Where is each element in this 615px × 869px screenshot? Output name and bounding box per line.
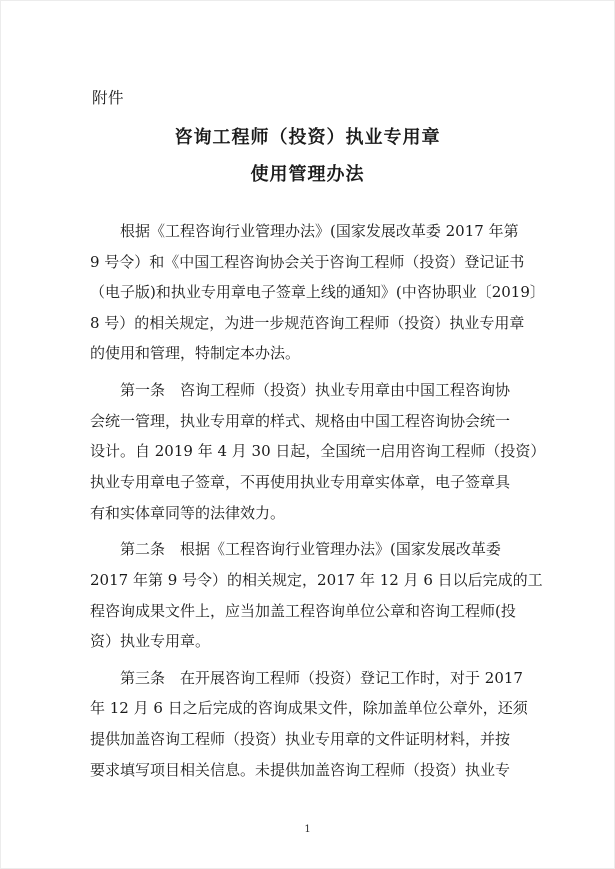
- document-body: [90, 216, 546, 785]
- paragraph-article-1: [90, 375, 546, 528]
- text-line: 设计。自 2019 年 4 月 30 日起，全国统一启用咨询工程师（投资）: [90, 442, 546, 461]
- text-line: 8 号）的相关规定，为进一步规范咨询工程师（投资）执业专用章: [90, 313, 525, 332]
- text-line: 提供加盖咨询工程师（投资）执业专用章的文件证明材料，并按: [90, 730, 511, 749]
- text-line: 第三条 在开展咨询工程师（投资）登记工作时，对于 2017: [120, 668, 523, 687]
- text-line: 的使用和管理，特制定本办法。: [90, 344, 301, 363]
- document-title: 咨询工程师（投资）执业专用章: [174, 127, 441, 148]
- paragraph-preamble: [90, 216, 545, 369]
- text-line: 年 12 月 6 日之后完成的咨询成果文件，除加盖单位公章外，还须: [90, 699, 528, 718]
- text-line: 2017 年第 9 号令）的相关规定，2017 年 12 月 6 日以后完成的工: [90, 570, 543, 589]
- paragraph-article-2: [90, 534, 543, 656]
- text-line: 要求填写项目相关信息。未提供加盖咨询工程师（投资）执业专: [90, 760, 511, 779]
- page-number: 1: [304, 824, 311, 835]
- text-line: 根据《工程咨询行业管理办法》(国家发展改革委 2017 年第: [120, 222, 519, 240]
- text-line: 有和实体章同等的法律效力。: [90, 503, 286, 522]
- text-line: 执业专用章电子签章，不再使用执业专用章实体章，电子签章具: [90, 472, 511, 491]
- text-line: 会统一管理，执业专用章的样式、规格由中国工程咨询协会统一: [90, 411, 511, 430]
- attachment-label: 附件: [92, 89, 125, 107]
- text-line: （电子版)和执业专用章电子签章上线的通知》(中咨协职业〔2019〕: [90, 283, 545, 302]
- text-line: 9 号令）和《中国工程咨询协会关于咨询工程师（投资）登记证书: [90, 252, 525, 271]
- text-line: 资）执业专用章。: [90, 632, 211, 651]
- text-line: 程咨询成果文件上，应当加盖工程咨询单位公章和咨询工程师(投: [90, 601, 516, 620]
- text-line: 第二条 根据《工程咨询行业管理办法》(国家发展改革委: [120, 540, 501, 559]
- document-subtitle: 使用管理办法: [250, 164, 365, 185]
- paragraph-article-3: [90, 663, 528, 785]
- text-line: 第一条 咨询工程师（投资）执业专用章由中国工程咨询协: [120, 381, 511, 400]
